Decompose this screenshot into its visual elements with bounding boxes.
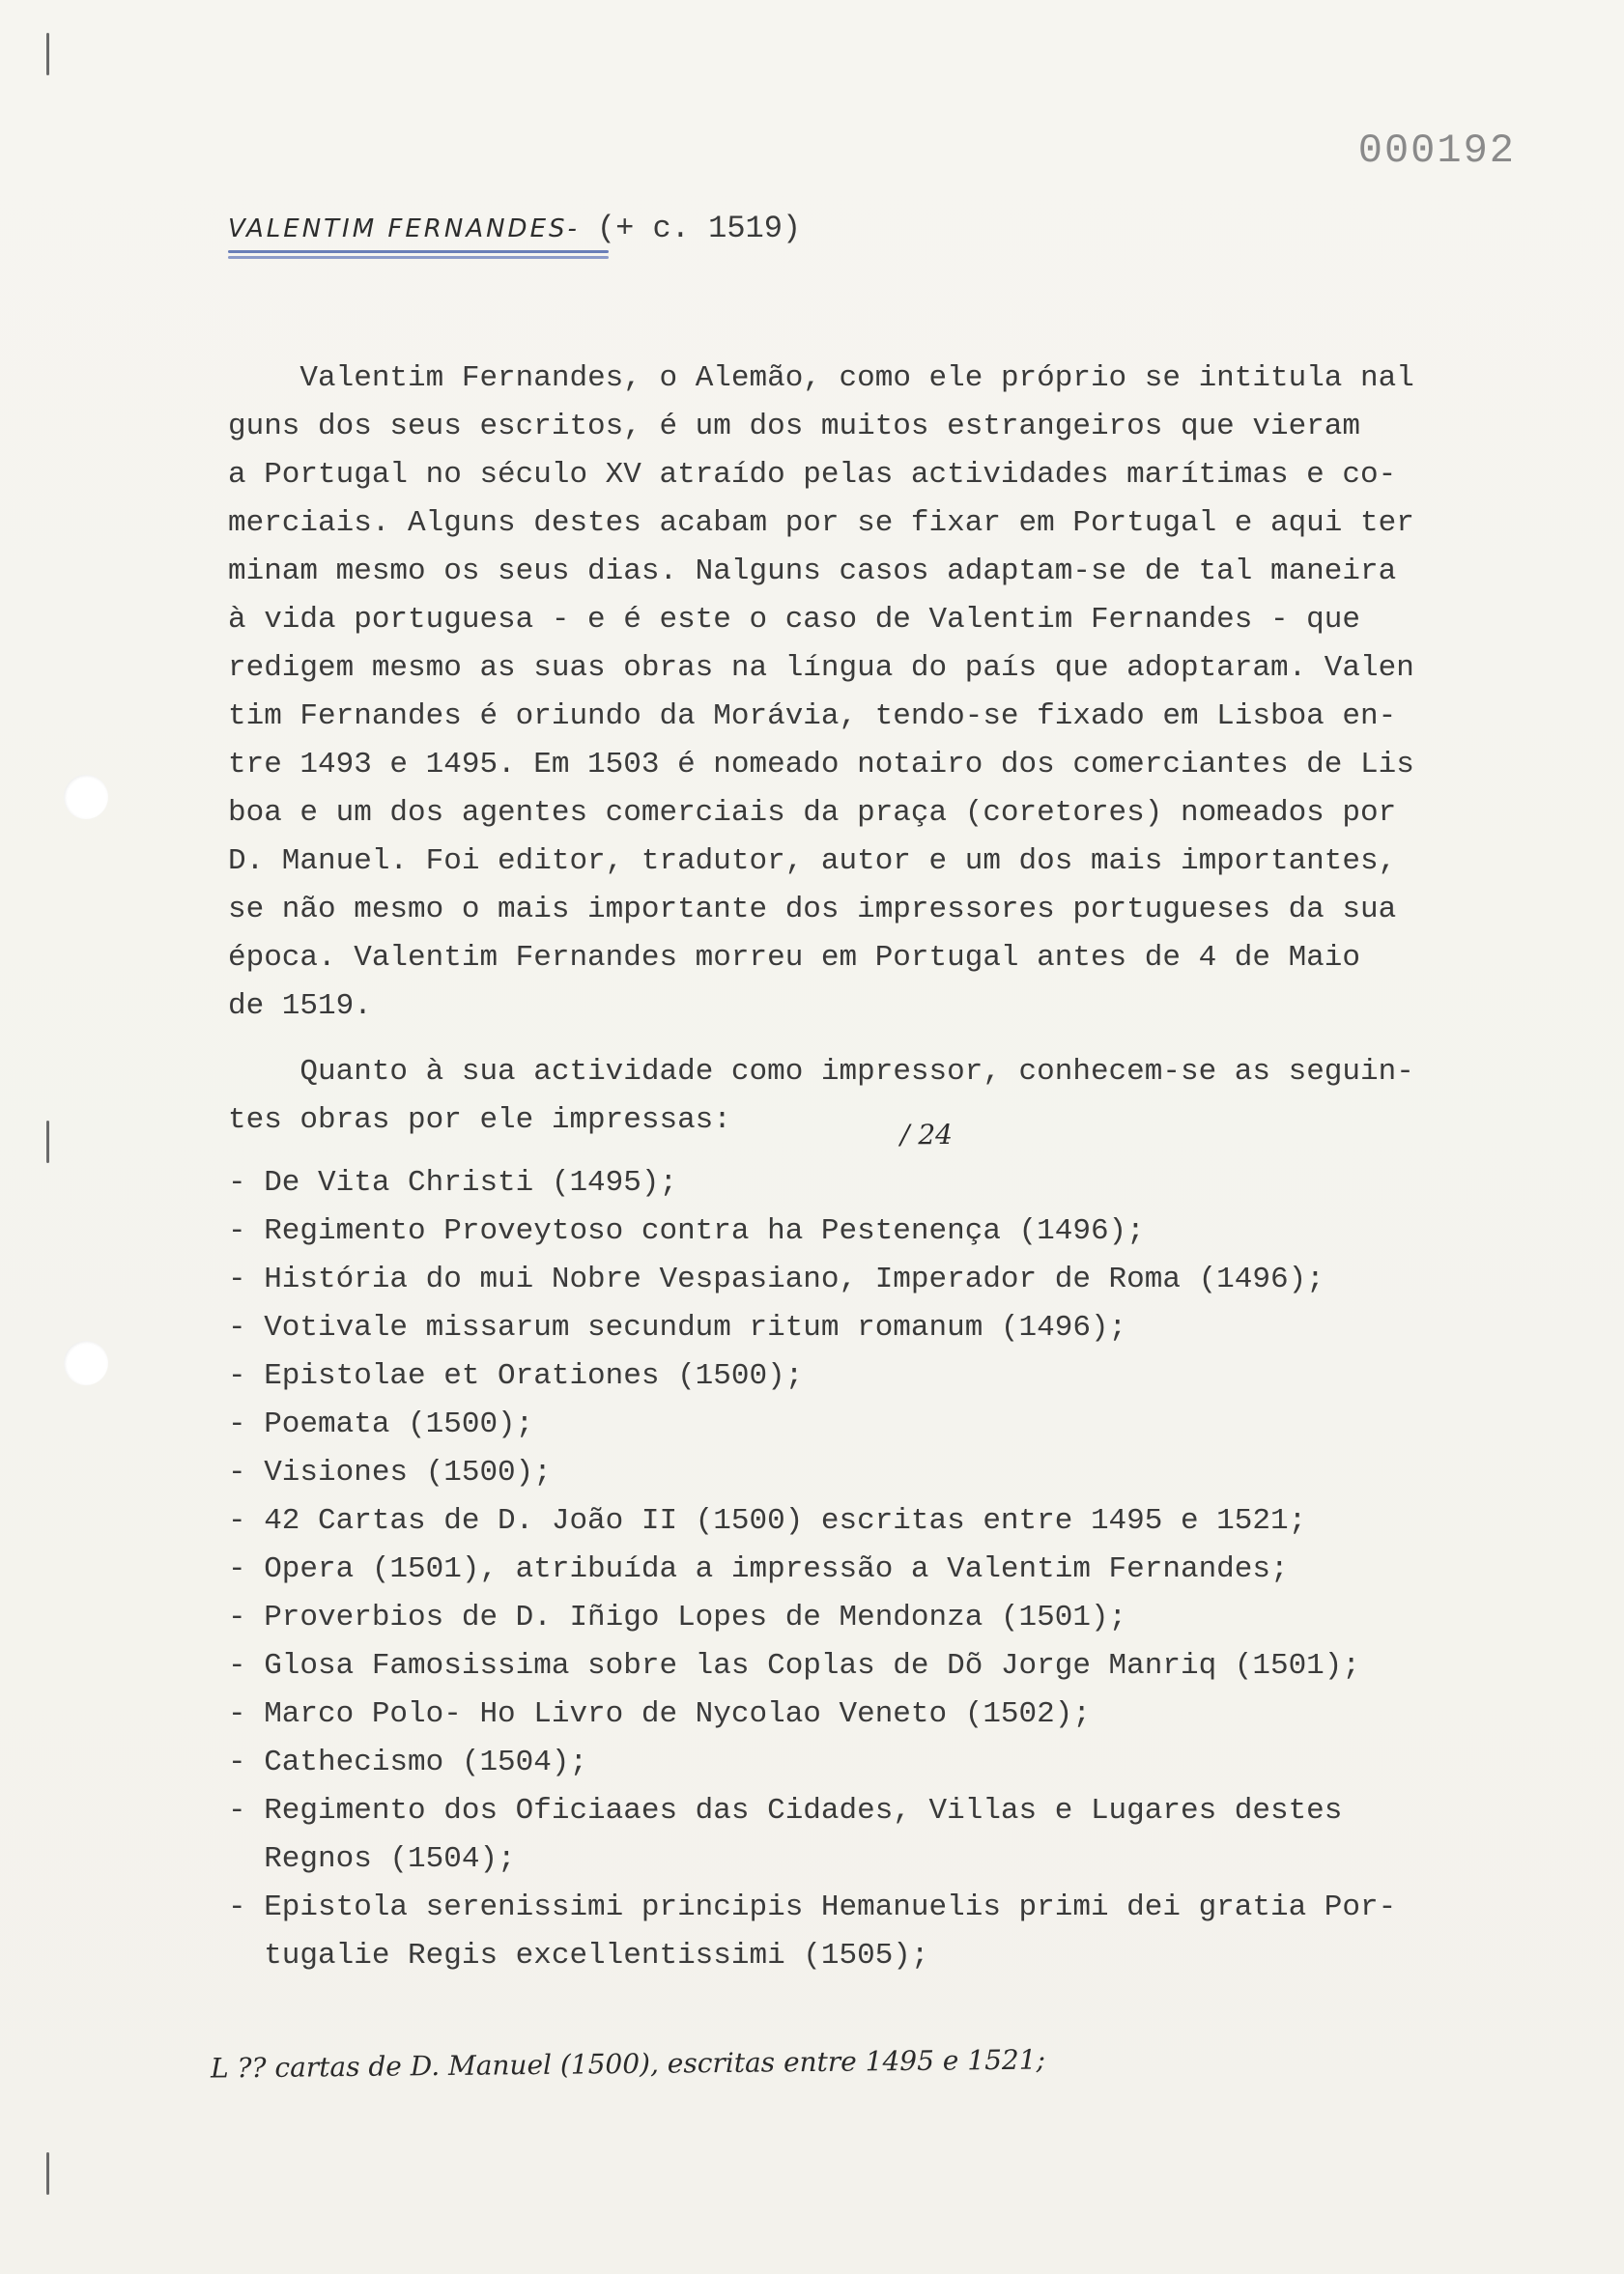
margin-tick-top: [46, 33, 49, 75]
works-list: [228, 1159, 1523, 1980]
line: tes obras por ele impressas:: [228, 1103, 731, 1137]
line: de 1519.: [228, 989, 372, 1023]
margin-tick-middle: [46, 1121, 49, 1163]
list-item: - Marco Polo- Ho Livro de Nycolao Veneto (1502);: [228, 1697, 1091, 1731]
line: à vida portuguesa - e é este o caso de Valentim Fernandes - que: [228, 603, 1360, 637]
list-item: - Epistola serenissimi principis Hemanuelis primi dei gratia Por-: [228, 1890, 1397, 1924]
line: Valentim Fernandes, o Alemão, como ele próprio se intitula nal: [299, 361, 1414, 395]
line: boa e um dos agentes comerciais da praça (coretores) nomeados por: [228, 796, 1397, 830]
line: a Portugal no século XV atraído pelas actividades marítimas e co-: [228, 458, 1397, 492]
title-dates: (+ c. 1519): [596, 211, 802, 246]
list-item: - Poemata (1500);: [228, 1407, 534, 1441]
list-item: - Visiones (1500);: [228, 1456, 552, 1490]
paragraph-works-intro: [228, 1048, 1523, 1145]
line: se não mesmo o mais importante dos impressores portugueses da sua: [228, 893, 1397, 926]
works-list-block: [228, 1159, 1523, 1980]
list-item: - Proverbios de D. Iñigo Lopes de Mendonza (1501);: [228, 1601, 1127, 1634]
list-item: - Cathecismo (1504);: [228, 1746, 588, 1779]
list-item: - Opera (1501), atribuída a impressão a Valentim Fernandes;: [228, 1552, 1289, 1586]
line: D. Manuel. Foi editor, tradutor, autor e um dos mais importantes,: [228, 844, 1397, 878]
line: redigem mesmo as suas obras na língua do país que adoptaram. Valen: [228, 651, 1414, 685]
list-item: - Regimento Proveytoso contra ha Pestenença (1496);: [228, 1214, 1145, 1248]
list-item: - História do mui Nobre Vespasiano, Imperador de Roma (1496);: [228, 1263, 1325, 1296]
line: época. Valentim Fernandes morreu em Portugal antes de 4 de Maio: [228, 941, 1360, 975]
list-item: - 42 Cartas de D. João II (1500) escritas entre 1495 e 1521;: [228, 1504, 1307, 1538]
handwritten-note: L ?? cartas de D. Manuel (1500), escritas entre 1495 e 1521;: [210, 2043, 1046, 2085]
list-item: - Regimento dos Oficiaaes das Cidades, Villas e Lugares destes: [228, 1794, 1343, 1828]
line: merciais. Alguns destes acabam por se fixar em Portugal e aqui ter: [228, 506, 1414, 540]
line: guns dos seus escritos, é um dos muitos estrangeiros que vieram: [228, 410, 1360, 443]
line: minam mesmo os seus dias. Nalguns casos adaptam-se de tal maneira: [228, 554, 1397, 588]
list-item: - De Vita Christi (1495);: [228, 1166, 678, 1200]
list-item: - Glosa Famosissima sobre las Coplas de Dõ Jorge Manriq (1501);: [228, 1649, 1360, 1683]
line: Quanto à sua actividade como impressor, conhecem-se as seguin-: [299, 1055, 1414, 1089]
title-name: VALENTIM FERNANDES-: [228, 214, 580, 243]
list-item: - Epistolae et Orationes (1500);: [228, 1359, 804, 1393]
margin-mark: / 24: [900, 1119, 953, 1151]
list-item: tugalie Regis excellentissimi (1505);: [228, 1939, 929, 1973]
line: tim Fernandes é oriundo da Morávia, tendo-se fixado em Lisboa en-: [228, 699, 1397, 733]
punch-hole-lower: [64, 1341, 108, 1385]
margin-tick-bottom: [46, 2152, 49, 2195]
paragraph-intro: [228, 355, 1523, 1031]
page-number-stamp: 000192: [1357, 128, 1516, 174]
list-item: Regnos (1504);: [228, 1842, 516, 1876]
punch-hole-upper: [64, 775, 108, 819]
line: tre 1493 e 1495. Em 1503 é nomeado notairo dos comerciantes de Lis: [228, 748, 1414, 782]
list-item: - Votivale missarum secundum ritum romanum (1496);: [228, 1311, 1127, 1345]
title-row: [228, 211, 801, 246]
